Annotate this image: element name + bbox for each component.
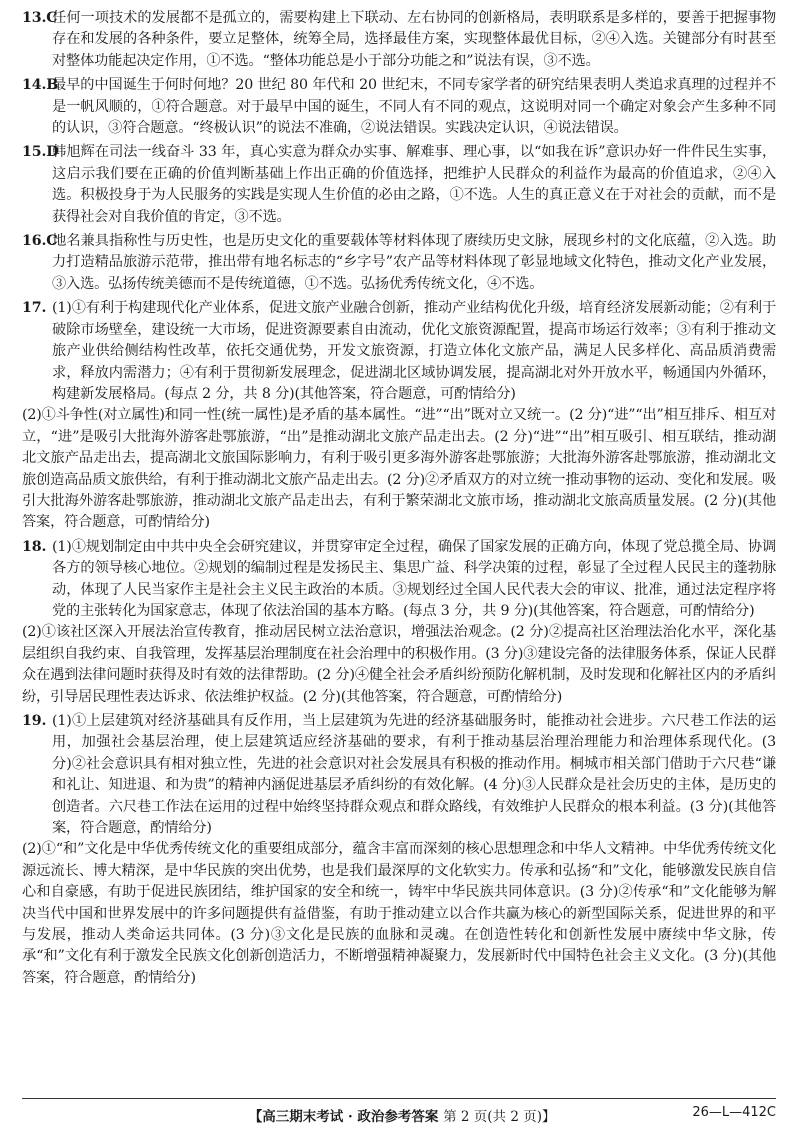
answer-item-14 xyxy=(22,75,776,139)
answer-text: 最早的中国诞生于何时何地？20 世纪 80 年代和 20 世纪末，不同专家学者的研究结果表明人类追求真理的过程并不是一帆风顺的，①符合题意。对于最早中国的诞生，不同人有不同的观点，这说明对同一个确定对象会产生多种不同的认识，③符合题意。“终极认识”的说法不准确，②说法错误。实践决定认识，④说法错误。 xyxy=(52,77,776,137)
answer-number: 15.D xyxy=(22,144,59,161)
answer-number: 19. xyxy=(22,713,47,729)
answer-item-19 xyxy=(22,711,776,989)
footer-title-block xyxy=(112,1105,692,1125)
answer-text: 地名兼具指称性与历史性，也是历史文化的重要载体等材料体现了赓续历史文脉，展现乡村的文化底蕴，②入选。助力打造精品旅游示范带，推出带有地名标志的“乡字号”农产品等材料体现了彰显地域文化特色，推动文化产业发展，③入选。弘扬传统美德而不是传统道德，①不选。弘扬优秀传统文化，④不选。 xyxy=(52,233,776,292)
answer-text: (1)①有利于构建现代化产业体系，促进文旅产业融合创新，推动产业结构优化升级，培育经济发展新动能；②有利于破除市场壁垒，建设统一大市场，促进资源要素自由流动，优化文旅资源配置，提高市场运行效率；③有利于推动文旅产业供给侧结构性改革，依托交通优势，开发文旅资源，打造立体化文旅产品，满足人民多样化、高品质消费需求，释放内需潜力；④有利于贯彻新发展理念，促进湖北区域协调发展，提高湖北对外开放水平，畅通国内外循环，构建新发展格局。(每点 2 分，共 8 分)(其他答案，符合题意，可酌情给分) xyxy=(52,300,776,402)
answer-subpart: (2)①斗争性(对立属性)和同一性(统一属性)是矛盾的基本属性。“进”“出”既对立又统一。(2 分)“进”“出”相互排斥、相互对立，“进”是吸引大批海外游客赴鄂旅游，“出”是推动湖北文旅产品走出去。(2 分)“进”“出”相互吸引、相互联结，推动湖北文旅产品走出去，提高湖北文旅国际影响力，有利于吸引更多海外游客赴鄂旅游；大批海外游客赴鄂旅游，推动湖北文旅创造高品质文旅供给，有利于推动湖北文旅产品走出去。(2 分)②矛盾双方的对立统一推动事物的运动、变化和发展。吸引大批海外游客赴鄂旅游，推动湖北文旅产品走出去，有利于繁荣湖北文旅市场，推动湖北文旅高质量发展。(2 分)(其他答案，符合题意，可酌情给分) xyxy=(22,407,776,531)
answer-number: 13.C xyxy=(22,10,58,26)
footer-spacer xyxy=(22,1105,112,1125)
page-footer xyxy=(22,1098,776,1125)
answer-item-15 xyxy=(22,142,776,228)
footer-page-number: 第 2 页(共 2 页)】 xyxy=(443,1109,556,1125)
answer-text: (1)①规划制定由中共中央全会研究建议，并贯穿审定全过程，确保了国家发展的正确方向，体现了党总揽全局、协调各方的领导核心地位。②规划的编制过程是发扬民主、集思广益、科学决策的过程，彰显了全过程人民民主的蓬勃脉动，体现了人民当家作主是社会主义民主政治的本质。③规划经过全国人民代表大会的审议、批准，通过法定程序将党的主张转化为国家意志，体现了依法治国的基本方略。(每点 3 分，共 9 分)(其他答案，符合题意，可酌情给分) xyxy=(52,538,776,619)
answer-number: 14.B xyxy=(22,77,59,94)
answer-item-17 xyxy=(22,298,776,533)
answer-text: (1)①上层建筑对经济基础具有反作用，当上层建筑为先进的经济基础服务时，能推动社会进步。六尺巷工作法的运用，加强社会基层治理，使上层建筑适应经济基础的要求，有利于推动基层治理治理能力和治理体系现代化。(3 分)②社会意识具有相对独立性，先进的社会意识对社会发展具有积极的推动作用。桐城市相关部门借助于六尺巷“谦和礼让、知进退、和为贵”的精神内涵促进基层矛盾纠纷的有效化解。(4 分)③人民群众是社会历史的主体，是历史的创造者。六尺巷工作法在运用的过程中始终坚持群众观点和群众路线，有效维护人民群众的根本利益。(3 分)(其他答案，符合题意，酌情给分) xyxy=(52,713,776,837)
answer-item-18 xyxy=(22,537,776,708)
answer-number: 16.C xyxy=(22,233,58,250)
answer-subpart: (2)①该社区深入开展法治宣传教育，推动居民树立法治意识，增强法治观念。(2 分)②提高社区治理法治化水平，深化基层组织自我约束、自我管理，发挥基层治理制度在社会治理中的积极作用。(3 分)③建设完备的法律服务体系，保证人民群众在遇到法律问题时获得及时有效的法律帮助。(2 分)④健全社会矛盾纠纷预防化解机制，及时发现和化解社区内的矛盾纠纷，引导居民理性表达诉求、依法维护权益。(2 分)(其他答案，符合题意，可酌情给分) xyxy=(22,624,776,705)
answers-list xyxy=(22,8,776,989)
answer-number: 17. xyxy=(22,300,47,317)
answer-subpart: (2)①“和”文化是中华优秀传统文化的重要组成部分，蕴含丰富而深刻的核心思想理念和中华人文精神。中华优秀传统文化源远流长、博大精深，是中华民族的突出优势，也是我们最深厚的文化软实力。传承和弘扬“和”文化，能够激发民族自信心和自豪感，有助于促进民族团结，维护国家的安全和统一，铸牢中华民族共同体意识。(3 分)②传承“和”文化能够为解决当代中国和世界发展中的许多问题提供有益借鉴，有助于推动建立以合作共赢为核心的新型国际关系，促进世界的和平与发展，推动人类命运共同体。(3 分)③文化是民族的血脉和灵魂。在创造性转化和创新性发展中赓续中华文脉，传承“和”文化有利于激发全民族文化创新创造活力，不断增强精神凝聚力，发展新时代中国特色社会主义文化。(3 分)(其他答案，符合题意，酌情给分) xyxy=(22,841,776,986)
answer-text: 任何一项技术的发展都不是孤立的，需要构建上下联动、左右协同的创新格局，表明联系是多样的，要善于把握事物存在和发展的各种条件，要立足整体，统筹全局，选择最佳方案，实现整体最优目标，②④入选。关键部分有时甚至对整体功能起决定作用，①不选。“整体功能总是小于部分功能之和”说法有误，③不选。 xyxy=(52,10,776,69)
answer-text: 韩旭辉在司法一线奋斗 33 年，真心实意为群众办实事、解难事、理心事，以“如我在诉”意识办好一件件民生实事，这启示我们要在正确的价值判断基础上作出正确的价值选择，把维护人民群众的利益作为最高的价值追求，②④入选。积极投身于为人民服务的实践是实现人生价值的必由之路，①不选。人生的真正意义在于对社会的贡献，而不是获得社会对自我价值的肯定，③不选。 xyxy=(52,144,776,225)
answer-item-13 xyxy=(22,8,776,72)
answer-number: 18. xyxy=(22,538,47,555)
footer-title: 【高三期末考试 · 政治参考答案 xyxy=(248,1109,439,1125)
footer-code: 26—L—412C xyxy=(692,1105,776,1120)
answer-item-16 xyxy=(22,231,776,295)
